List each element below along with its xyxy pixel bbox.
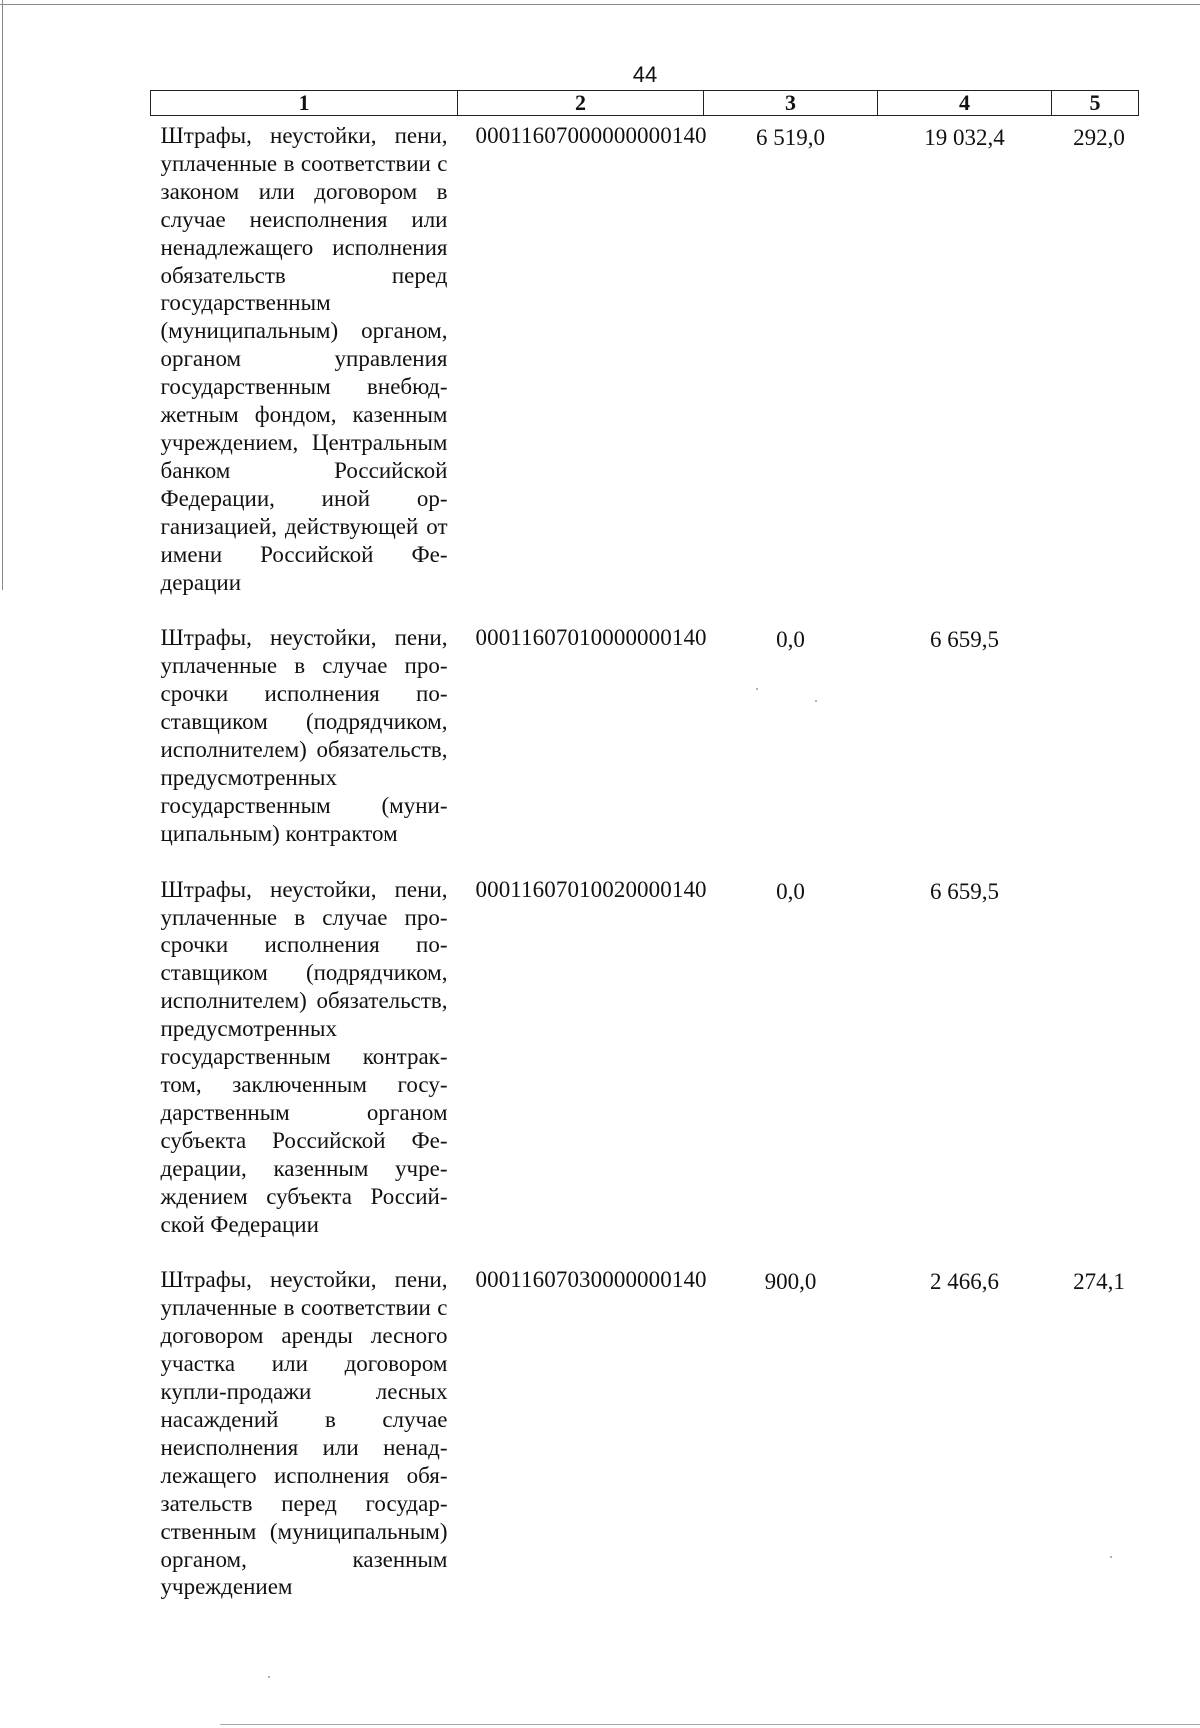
scan-edge-bottom xyxy=(220,1724,1200,1725)
row-value-col4: 19 032,4 xyxy=(924,125,1005,150)
scan-edge-top xyxy=(0,4,1200,5)
row-value-col3: 0,0 xyxy=(776,627,805,653)
row-value-col3: 6 519,0 xyxy=(756,125,825,150)
row-description: Штрафы, неустойки, пени, уплаченные в случае просрочки исполнения поставщиком (подрядчиком, исполнителем) обязательств, предусмотренных государственным контрактом, заключенным государственным органом субъекта Российской Федерации, казенным учреждением субъекта Российской Федерации xyxy=(160,876,448,1237)
column-header-1: 1 xyxy=(151,91,458,116)
row-description: Штрафы, неустойки, пени, уплаченные в случае просрочки исполнения поставщиком (подрядчиком, исполнителем) обязательств, предусмотренных государственным (муниципальным) контрактом xyxy=(160,625,448,846)
row-value-col5: 292,0 xyxy=(1073,125,1125,150)
column-header-4: 4 xyxy=(878,91,1052,116)
row-code: 00011607010020000140 xyxy=(475,876,707,902)
column-header-2: 2 xyxy=(458,91,704,116)
scan-speck xyxy=(756,688,758,690)
table-row xyxy=(151,618,1139,869)
row-value-col3: 900,0 xyxy=(764,1269,817,1295)
scan-speck xyxy=(268,1676,270,1678)
row-value-col5 xyxy=(1052,618,1139,869)
row-code: 00011607030000000140 xyxy=(475,1267,707,1293)
row-description: Штрафы, неустойки, пени, уплаченные в соответствии с законом или договором в случае неисполнения или ненадлежащего исполнения обязательств перед государственным (муниципальным) органом, органом управления государственным внебюджетным фондом, казенным учреждением, Центральным банком Российской Федерации, иной организацией, действующей от имени Российской Федерации xyxy=(160,123,448,595)
row-code: 00011607010000000140 xyxy=(475,625,707,651)
scan-edge-left xyxy=(2,0,3,590)
scan-speck xyxy=(815,700,817,702)
table-row xyxy=(151,870,1139,1261)
row-value-col5: 274,1 xyxy=(1073,1269,1125,1295)
column-header-5: 5 xyxy=(1052,91,1139,116)
row-value-col5 xyxy=(1052,870,1139,1261)
budget-table xyxy=(150,90,1139,1623)
row-value-col3: 0,0 xyxy=(776,878,805,904)
row-value-col4: 6 659,5 xyxy=(930,878,999,904)
table-row xyxy=(151,116,1139,619)
row-description: Штрафы, неустойки, пени, уплаченные в соответствии с договором аренды лесного участка или договором купли-продажи лесных насаждений в случае неисполнения или ненадлежащего исполнения обязательств перед государственным (муниципальным) органом, казенным учреждением xyxy=(160,1267,448,1600)
row-value-col4: 2 466,6 xyxy=(930,1269,999,1295)
page-number: 44 xyxy=(632,62,658,87)
row-value-col4: 6 659,5 xyxy=(930,627,999,653)
row-code: 00011607000000000140 xyxy=(475,123,707,148)
table-row xyxy=(151,1260,1139,1623)
column-header-3: 3 xyxy=(704,91,878,116)
scan-speck xyxy=(1110,1556,1112,1558)
table-header-row xyxy=(151,91,1139,116)
